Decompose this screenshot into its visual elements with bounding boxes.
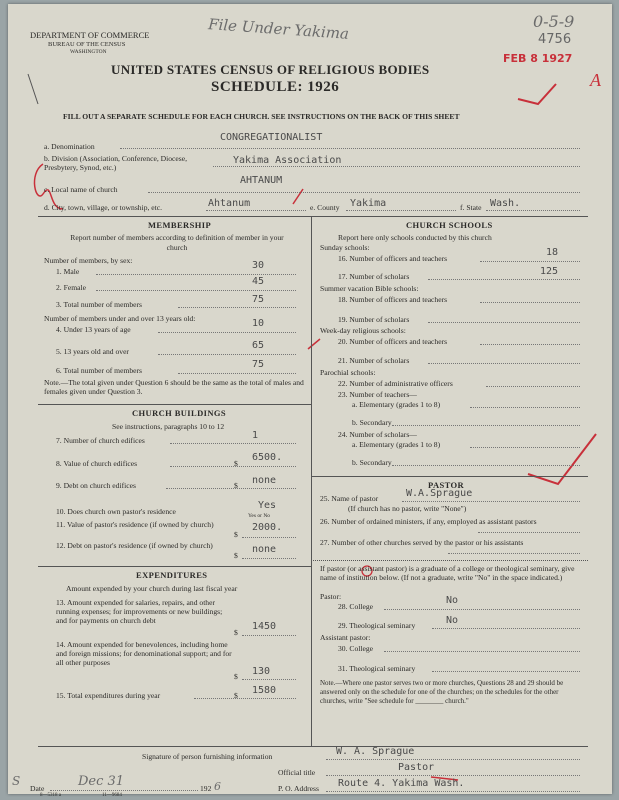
- q23b-label: b. Secondary: [352, 418, 392, 427]
- signature-label: Signature of person furnishing information: [142, 752, 273, 761]
- county-value: Yakima: [350, 198, 387, 209]
- pastor-heading: PASTOR: [428, 480, 465, 490]
- q25-label: 25. Name of pastor: [320, 494, 379, 503]
- date-label: Date: [30, 784, 45, 793]
- q4-label: 4. Under 13 years of age: [56, 325, 131, 334]
- q16-value: 18: [546, 247, 559, 258]
- department-name: DEPARTMENT OF COMMERCE: [30, 30, 150, 40]
- q8-label: 8. Value of church edifices: [56, 459, 138, 468]
- sunday-schools: Sunday schools:: [320, 243, 370, 252]
- form-title: UNITED STATES CENSUS OF RELIGIOUS BODIES: [111, 62, 430, 77]
- q1-label: 1. Male: [56, 267, 80, 276]
- state-label: f. State: [460, 203, 482, 212]
- q14-dollar: $: [234, 672, 238, 681]
- q14-label: 14. Amount expended for benevolences, including home and foreign missions; for denominational support; and for all other purposes: [56, 640, 232, 667]
- city-value: Ahtanum: [208, 198, 251, 209]
- denomination-label: a. Denomination: [44, 142, 95, 151]
- buildings-intro: See instructions, paragraphs 10 to 12: [112, 422, 225, 431]
- q29-label: 29. Theological seminary: [338, 621, 416, 630]
- q3-label: 3. Total number of members: [56, 300, 143, 309]
- q23-label: 23. Number of teachers—: [338, 390, 417, 399]
- local-name-value: AHTANUM: [240, 175, 283, 186]
- pencil-stroke: [28, 74, 38, 104]
- red-tick-membership: [308, 339, 320, 349]
- q13-dollar: $: [234, 628, 238, 637]
- vacation-schools: Summer vacation Bible schools:: [320, 284, 419, 293]
- instruction-line: FILL OUT A SEPARATE SCHEDULE FOR EACH CHURCH. SEE INSTRUCTIONS ON THE BACK OF THIS SHEET: [63, 112, 460, 121]
- division-label: b. Division (Association, Conference, Diocese, Presbytery, Synod, etc.): [44, 154, 187, 172]
- bureau-name: BUREAU OF THE CENSUS: [48, 41, 126, 48]
- q13-label: 13. Amount expended for salaries, repairs, and other running expenses; for improvements or new buildings; and for payments on church debt: [56, 598, 223, 625]
- q7-value: 1: [252, 430, 259, 441]
- q12-label: 12. Debt on pastor's residence (if owned by church): [56, 541, 213, 550]
- q10-label: 10. Does church own pastor's residence: [56, 507, 176, 516]
- state-value: Wash.: [490, 198, 521, 209]
- q25-hint: (If church has no pastor, write "None"): [348, 504, 467, 513]
- q25-value: W.A.Sprague: [406, 488, 473, 499]
- q10-value: Yes: [258, 500, 277, 511]
- membership-heading: MEMBERSHIP: [148, 220, 212, 230]
- membership-note: Note.—The total given under Question 6 should be the same as the total of males and females given under Question 3.: [44, 378, 304, 396]
- expenditures-heading: EXPENDITURES: [136, 570, 208, 580]
- census-schedule-sheet: [8, 4, 612, 798]
- q6-value: 75: [252, 359, 265, 370]
- q31-label: 31. Theological seminary: [338, 664, 416, 673]
- q10-hint: Yes or No: [248, 513, 271, 519]
- city-name: WASHINGTON: [70, 49, 107, 55]
- address-label: P. O. Address: [278, 784, 319, 793]
- reference-number: 0-5-9: [533, 12, 575, 31]
- q12-value: none: [252, 544, 277, 555]
- q9-dollar: $: [234, 481, 238, 490]
- weekday-schools: Week-day religious schools:: [320, 326, 406, 335]
- q2-value: 45: [252, 276, 265, 287]
- red-mark-a: A: [590, 70, 601, 90]
- q2-label: 2. Female: [56, 283, 86, 292]
- schedule-title: SCHEDULE: 1926: [211, 79, 340, 95]
- q9-label: 9. Debt on church edifices: [56, 481, 136, 490]
- q11-value: 2000.: [252, 522, 283, 533]
- margin-mark: S: [12, 774, 21, 788]
- city-label: d. City, town, village, or township, etc.: [44, 203, 163, 212]
- q5-label: 5. 13 years old and over: [56, 347, 129, 356]
- year-label: 192: [200, 784, 212, 793]
- pen-marks-layer: [8, 4, 612, 794]
- form-code: 8—5318 a: [40, 793, 61, 798]
- red-check-mark-top: [518, 84, 556, 104]
- q17-label: 17. Number of scholars: [338, 272, 410, 281]
- q14-value: 130: [252, 666, 271, 677]
- q6-label: 6. Total number of members: [56, 366, 143, 375]
- q3-value: 75: [252, 294, 265, 305]
- q18-label: 18. Number of officers and teachers: [338, 295, 448, 304]
- q15-label: 15. Total expenditures during year: [56, 691, 161, 700]
- division-value: Yakima Association: [233, 155, 342, 166]
- graduate-note: If pastor (or assistant pastor) is a graduate of a college or theological seminary, give name of institution below. (If not a graduate, write "No" in the space indicated.): [320, 564, 575, 582]
- pastor-sub-label: Pastor:: [320, 592, 342, 601]
- q15-value: 1580: [252, 685, 277, 696]
- members-by-age: Number of members under and over 13 years old:: [44, 314, 196, 323]
- q26-label: 26. Number of ordained ministers, if any, employed as assistant pastors: [320, 517, 537, 526]
- q28-value: No: [446, 595, 459, 606]
- county-label: e. County: [310, 203, 340, 212]
- expenditures-intro: Amount expended by your church during last fiscal year: [66, 584, 238, 593]
- q23a-label: a. Elementary (grades 1 to 8): [352, 400, 441, 409]
- q21-label: 21. Number of scholars: [338, 356, 410, 365]
- schools-intro: Report here only schools conducted by this church: [338, 233, 492, 242]
- q8-value: 6500.: [252, 452, 283, 463]
- q17-value: 125: [540, 266, 559, 277]
- q24a-label: a. Elementary (grades 1 to 8): [352, 440, 441, 449]
- file-note: File Under Yakima: [207, 15, 350, 43]
- members-by-sex: Number of members, by sex:: [44, 256, 133, 265]
- q11-dollar: $: [234, 530, 238, 539]
- denomination-value: CONGREGATIONALIST: [220, 132, 323, 143]
- q29-value: No: [446, 615, 459, 626]
- q24-label: 24. Number of scholars—: [338, 430, 417, 439]
- official-title-label: Official title: [278, 768, 316, 777]
- q30-label: 30. College: [338, 644, 374, 653]
- q28-label: 28. College: [338, 602, 374, 611]
- buildings-heading: CHURCH BUILDINGS: [132, 408, 227, 418]
- date-value: Dec 31: [78, 774, 125, 789]
- form-number: 4756: [538, 32, 572, 47]
- q12-dollar: $: [234, 551, 238, 560]
- local-name-label: c. Local name of church: [44, 185, 118, 194]
- q27-label: 27. Number of other churches served by the pastor or his assistants: [320, 538, 524, 547]
- q1-value: 30: [252, 260, 265, 271]
- official-title-value: Pastor: [398, 762, 435, 773]
- print-code: 11—9684: [102, 793, 122, 798]
- year-value: 6: [214, 780, 221, 793]
- received-stamp: FEB 8 1927: [503, 52, 573, 65]
- signature-value: W. A. Sprague: [336, 746, 415, 757]
- q8-dollar: $: [234, 459, 238, 468]
- q9-value: none: [252, 475, 277, 486]
- q7-label: 7. Number of church edifices: [56, 436, 145, 445]
- q20-label: 20. Number of officers and teachers: [338, 337, 448, 346]
- schools-heading: CHURCH SCHOOLS: [406, 220, 493, 230]
- q24b-label: b. Secondary: [352, 458, 392, 467]
- q5-value: 65: [252, 340, 265, 351]
- pastor-note: Note.—Where one pastor serves two or more churches, Questions 28 and 29 should be answered only on the schedule for one of the churches; on the schedules for the other churches, write "See schedule for ________ church.": [320, 679, 564, 705]
- q15-dollar: $: [234, 691, 238, 700]
- q11-label: 11. Value of pastor's residence (if owned by church): [56, 520, 214, 529]
- membership-intro: Report number of members according to definition of member in your church: [70, 233, 284, 252]
- assistant-sub-label: Assistant pastor:: [320, 633, 371, 642]
- q13-value: 1450: [252, 621, 277, 632]
- q4-value: 10: [252, 318, 265, 329]
- address-value: Route 4. Yakima Wash.: [338, 778, 465, 789]
- q16-label: 16. Number of officers and teachers: [338, 254, 448, 263]
- q22-label: 22. Number of administrative officers: [338, 379, 453, 388]
- parochial-schools: Parochial schools:: [320, 368, 376, 377]
- q19-label: 19. Number of scholars: [338, 315, 410, 324]
